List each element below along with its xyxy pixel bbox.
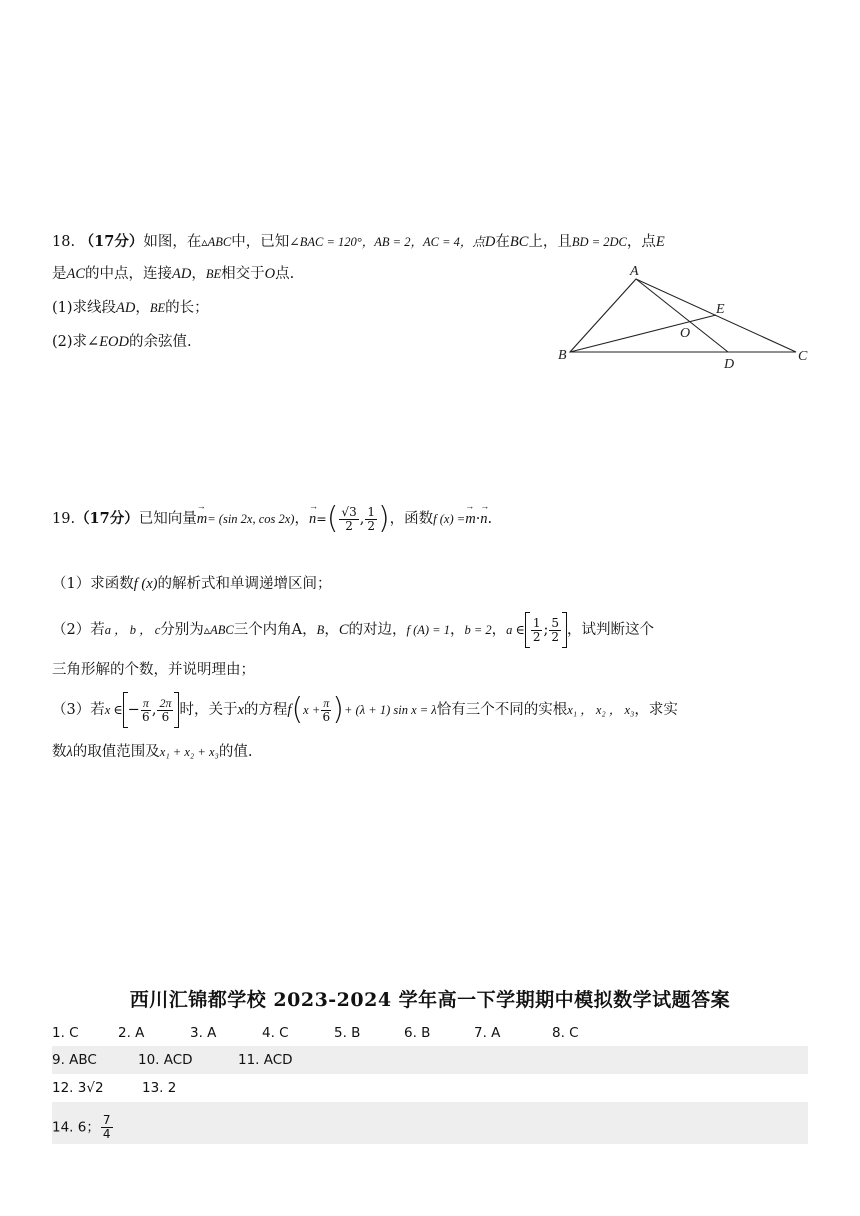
vector-m-value: = (sin 2x, cos 2x) — [207, 512, 295, 526]
answer-7: 7. A — [474, 1025, 501, 1041]
q19-text: ，试判断这个 — [566, 622, 654, 638]
answer-key-title: 西川汇锦都学校 2023-2024 学年高一下学期期中模拟数学试题答案 — [129, 989, 731, 1011]
answer-12: 12. 3√2 — [52, 1080, 104, 1096]
q18-text: 上，且 — [528, 234, 572, 250]
q18-segment: AD — [116, 300, 136, 316]
answer-row-4 — [52, 1102, 808, 1144]
q19-text: ，求实 — [634, 702, 678, 718]
domain-x: x ∈ — [104, 703, 123, 717]
answer-row-1 — [52, 1020, 808, 1046]
answer-11: 11. ACD — [238, 1052, 293, 1068]
answer-5: 5. B — [334, 1025, 361, 1041]
q18-score: （17分） — [79, 233, 144, 250]
condition-a: a ∈ — [506, 623, 525, 637]
q18-text: (2)求 — [52, 334, 88, 350]
q19-text: . — [487, 511, 493, 527]
q19-score: （17分） — [75, 510, 139, 527]
q18-text: 是 — [52, 266, 67, 282]
label-o: O — [680, 326, 691, 341]
denominator: 4 — [102, 1127, 111, 1141]
denominator: 6 — [161, 709, 170, 724]
q19-text: ， — [294, 511, 309, 527]
denominator: 2 — [345, 518, 353, 533]
q19-part-3: （3）若x ∈ − $\frac{\pi}{6}$ , $\frac{2\pi}{6}$ 时，关于x的方程f(x + $\frac{\pi}{6}$ )+ (λ + 1) sin x = λ恰有三个不同的实根x₁ ， x₂ ， x₃，求实 — [52, 692, 678, 727]
q18-point-o: O — [264, 266, 276, 282]
answer-14 — [52, 1114, 114, 1141]
q19-line-1: 19.（17分）已知向量→ m= (sin 2x, cos 2x)，→ n=( $\frac{√3}{2}$ , $\frac{1}{2}$ )，函数f (x) =→ m·→ n. — [52, 504, 492, 534]
label-e: E — [716, 302, 725, 317]
function-f: f (x) — [133, 576, 158, 592]
q19-text: 三个内角A， — [233, 622, 317, 638]
answer-14-fraction — [101, 1114, 113, 1141]
left-bracket — [525, 612, 530, 648]
label-d: D — [724, 357, 735, 372]
label-c: C — [798, 349, 808, 364]
q18-text: ，点 — [626, 234, 656, 250]
q18-text: 的长； — [165, 300, 209, 316]
answer-1: 1. C — [52, 1025, 79, 1041]
numerator: 7 — [102, 1113, 111, 1127]
q18-text: (1)求线段 — [52, 300, 117, 316]
right-paren: ) — [377, 501, 390, 536]
fraction-pi-over-6 — [321, 697, 331, 724]
q19-text: （3）若 — [52, 702, 105, 718]
answer-10: 10. ACD — [138, 1052, 193, 1068]
function-f: f — [287, 702, 292, 718]
right-paren: ) — [332, 692, 344, 727]
vector-m: → m — [197, 511, 207, 528]
fraction-1-over-2: $\frac{1}{2}$ — [532, 615, 541, 644]
fraction-1-over-2 — [365, 506, 377, 533]
fraction-5-over-2: $\frac{5}{2}$ — [551, 615, 559, 644]
q18-text: 如图，在 — [143, 234, 202, 250]
q19-variables: a ， b ， c — [104, 623, 161, 637]
q18-text: 的余弦值. — [129, 334, 192, 350]
q18-segment-ac: AC — [66, 266, 86, 282]
answer-14-text: 14. 6； — [52, 1119, 100, 1136]
label-b: B — [558, 348, 567, 363]
q18-text: 的中点，连接 — [85, 266, 173, 282]
q18-triangle: ▵ABC — [201, 235, 232, 249]
q18-segment-be: BE — [205, 267, 222, 281]
angle-c: C — [338, 622, 349, 638]
q19-text: 分别为 — [160, 622, 204, 638]
equation-rest: + (λ + 1) sin x = λ — [344, 703, 437, 717]
q18-segment: BE — [149, 301, 166, 315]
q19-text: （1）求函数 — [52, 576, 134, 592]
denominator: 6 — [322, 709, 331, 724]
roots-sum: x₁ + x₂ + x₃ — [159, 745, 219, 759]
q18-point-d: D — [484, 234, 496, 250]
answer-13: 13. 2 — [142, 1080, 177, 1096]
answer-3: 3. A — [190, 1025, 217, 1041]
q18-line-1 — [52, 230, 665, 251]
vector-m: → m — [465, 511, 475, 528]
q19-text: ， — [324, 622, 339, 638]
q19-text: 时，关于 — [179, 702, 238, 718]
condition-fa: f (A) = 1 — [406, 623, 450, 637]
answer-4: 4. C — [262, 1025, 289, 1041]
q19-part-3-line-2 — [52, 740, 252, 761]
argument: x + — [303, 703, 321, 717]
q18-angle: ∠BAC = 120° — [289, 235, 362, 249]
answer-row-3 — [52, 1074, 808, 1102]
answer-9: 9. ABC — [52, 1052, 97, 1068]
numerator: 2π — [159, 695, 172, 710]
numerator: π — [142, 695, 149, 710]
q18-conditions: ，AB = 2，AC = 4，点 — [361, 235, 485, 249]
segment-be — [570, 315, 716, 352]
q18-text: 在 — [495, 234, 510, 250]
q19-text: ， — [449, 622, 465, 638]
denominator: 6 — [142, 709, 150, 724]
q18-part-1 — [52, 296, 209, 317]
left-paren: ( — [291, 692, 304, 727]
vector-n: → n — [309, 511, 316, 528]
q19-text: 的对边， — [348, 622, 407, 638]
q19-text: 的解析式和单调递增区间； — [157, 576, 332, 592]
vector-n: → n — [480, 511, 487, 528]
q19-part-1 — [52, 572, 331, 593]
numerator: 1 — [367, 504, 375, 519]
denominator: 2 — [367, 518, 375, 533]
q18-bd-relation: BD = 2DC — [571, 235, 627, 249]
q18-text: 中，已知 — [231, 234, 290, 250]
q19-text: 数 — [52, 744, 67, 760]
q19-text: 三角形解的个数，并说明理由； — [52, 662, 255, 678]
q19-number: 19. — [52, 511, 76, 527]
q18-text: ， — [135, 300, 150, 316]
q18-number: 18. — [52, 234, 76, 250]
fraction-pi-over-6 — [141, 697, 151, 724]
q19-text: ，函数 — [389, 511, 434, 527]
q19-text: 的值. — [218, 744, 253, 760]
triangle-figure — [556, 262, 816, 374]
answer-6: 6. B — [404, 1025, 431, 1041]
q18-segment-bc: BC — [509, 234, 529, 250]
fraction-2pi-over-6 — [157, 697, 173, 724]
fraction-sqrt3-over-2 — [339, 506, 358, 533]
q19-text: 恰有三个不同的实根 — [436, 702, 568, 718]
angle-b: B — [316, 623, 325, 637]
q19-text: 的方程 — [243, 702, 288, 718]
function-f: f (x) = — [433, 512, 466, 526]
q18-text: 点. — [275, 266, 295, 282]
left-paren: ( — [326, 501, 339, 536]
condition-b: b = 2 — [464, 623, 492, 637]
variable-x: x — [237, 702, 244, 718]
q18-point-e: E — [655, 234, 665, 250]
q18-part-2 — [52, 330, 192, 351]
left-bracket — [123, 692, 128, 728]
triangle-abc — [570, 279, 796, 352]
answer-8: 8. C — [552, 1025, 579, 1041]
q18-line-2 — [52, 262, 294, 283]
roots: x₁ ， x₂ ， x₃ — [567, 703, 635, 717]
q19-text: 的取值范围及 — [72, 744, 160, 760]
label-a: A — [630, 264, 639, 279]
q19-text: 已知向量 — [138, 511, 197, 527]
numerator: √3 — [341, 504, 357, 519]
q18-angle-eod: ∠EOD — [87, 334, 129, 350]
lambda: λ — [66, 744, 73, 760]
numerator: π — [323, 695, 330, 710]
q18-text: ， — [191, 266, 206, 282]
q19-equals: = — [316, 511, 327, 526]
dot-product: · — [475, 511, 481, 527]
q19-text: （2）若 — [52, 622, 105, 638]
q19-part-2: （2）若a ， b ， c分别为▵ABC三个内角A，B，C的对边，f (A) = 1，b = 2，a ∈ $\frac{1}{2}$ ; $\frac{5}{2}$ ，试判断这个 — [52, 612, 654, 648]
q19-triangle: ▵ABC — [203, 623, 234, 637]
q19-text: ， — [491, 622, 507, 638]
q19-part-2-line-2 — [52, 658, 255, 679]
q18-segment-ad: AD — [172, 266, 192, 282]
answer-2: 2. A — [118, 1025, 145, 1041]
q18-text: 相交于 — [221, 266, 265, 282]
answer-row-2 — [52, 1046, 808, 1074]
